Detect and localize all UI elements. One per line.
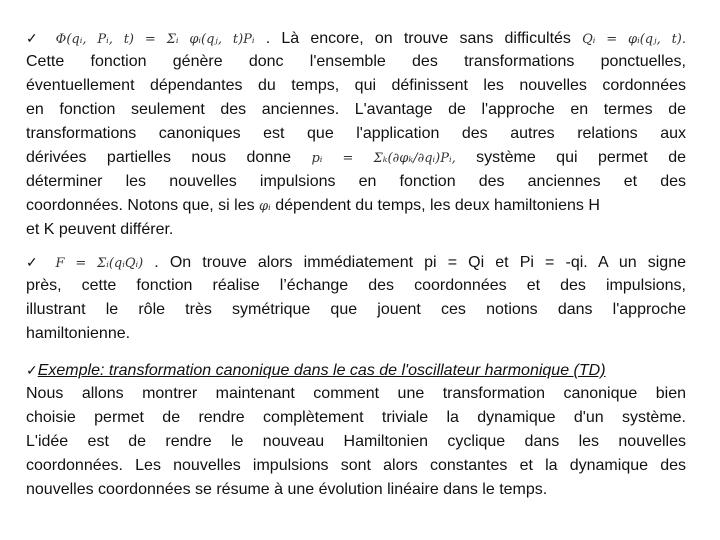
- line: près, cette fonction réalise l’échange des coordonnées et des impulsions,: [26, 277, 686, 294]
- line: transformations canoniques est que l'application des autres relations aux: [26, 125, 686, 142]
- document-body: [26, 26, 686, 502]
- checkmark-icon: ✓: [26, 30, 45, 46]
- line: coordonnées. Les nouvelles impulsions sont alors constantes et la dynamique des: [26, 457, 686, 474]
- formula-phi: φᵢ: [259, 199, 271, 214]
- line: [26, 194, 686, 218]
- formula-F: F = Σᵢ(qᵢQᵢ): [55, 256, 144, 271]
- example-heading: Exemple: transformation canonique dans le cas de l'oscillateur harmonique (TD): [37, 362, 606, 379]
- line: [26, 250, 686, 274]
- line: choisie permet de rendre complètement triviale la dynamique d'un système.: [26, 409, 686, 426]
- checkmark-icon: ✓: [26, 362, 38, 378]
- text: système qui permet de: [476, 149, 686, 166]
- formula-generating-function: Φ(qᵢ, Pᵢ, t) = Σᵢ φᵢ(qⱼ, t)Pᵢ: [55, 32, 255, 47]
- line: Cette fonction génère donc l'ensemble des transformations ponctuelles,: [26, 53, 686, 70]
- line: [26, 26, 686, 50]
- example-heading-line: [26, 358, 686, 382]
- formula-p: pᵢ = Σₖ(∂φₖ/∂qᵢ)Pᵢ,: [311, 151, 456, 166]
- line: L'idée est de rendre le nouveau Hamiltonien cyclique dans les nouvelles: [26, 433, 686, 450]
- line: hamiltonienne.: [26, 325, 131, 342]
- text: dérivées partielles nous donne: [26, 149, 292, 166]
- text: dépendent du temps, les deux hamiltoniens H: [275, 197, 600, 214]
- line: illustrant le rôle très symétrique que jouent ces notions dans l'approche: [26, 301, 686, 318]
- text: . Là encore, on trouve sans difficultés: [265, 30, 571, 47]
- line: en fonction seulement des anciennes. L'avantage de l'approche en termes de: [26, 101, 686, 118]
- line: déterminer les nouvelles impulsions en fonction des anciennes et des: [26, 173, 686, 190]
- text: . On trouve alors immédiatement pi = Qi et Pi = -qi. A un signe: [154, 254, 687, 271]
- formula-Q: Qᵢ = φᵢ(qⱼ, t).: [582, 32, 686, 47]
- line: et K peuvent différer.: [26, 221, 174, 238]
- text: coordonnées. Notons que, si les: [26, 197, 255, 214]
- line: nouvelles coordonnées se résume à une évolution linéaire dans le temps.: [26, 481, 548, 498]
- line: éventuellement dépendantes du temps, qui définissent les nouvelles cordonnées: [26, 77, 686, 94]
- checkmark-icon: ✓: [26, 254, 45, 270]
- line: [26, 146, 686, 170]
- line: Nous allons montrer maintenant comment une transformation canonique bien: [26, 385, 686, 402]
